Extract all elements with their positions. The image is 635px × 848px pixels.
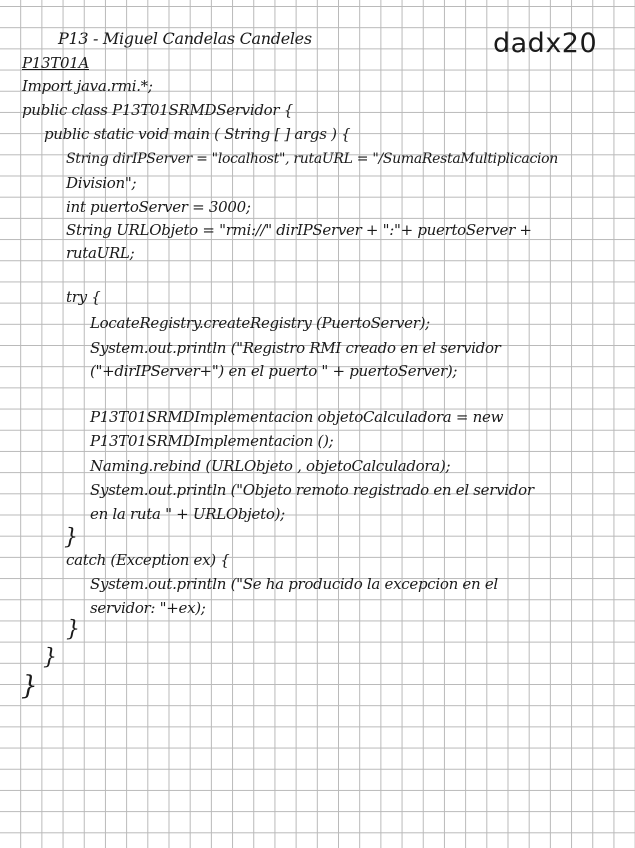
corner-tag: dadx20 [493,28,598,59]
code-line: Naming.rebind (URLObjeto , objetoCalculadora); [90,457,451,475]
code-line: public class P13T01SRMDServidor { [22,101,293,119]
code-line: String URLObjeto = "rmi://" dirIPServer + ":"+ puertoServer + [66,221,532,239]
code-line: LocateRegistry.createRegistry (PuertoServer); [90,314,430,332]
code-line: Division"; [66,174,137,192]
code-line: System.out.println ("Se ha producido la excepcion en el [90,575,498,593]
section-label: P13T01A [22,54,90,72]
closing-brace: } [21,671,38,701]
code-line: public static void main ( String [ ] args ) { [44,125,351,143]
code-line: Import java.rmi.*; [22,77,153,95]
code-line: ("+dirIPServer+") en el puerto " + puertoServer); [90,362,458,380]
code-line: String dirIPServer = "localhost", rutaURL = "/SumaRestaMultiplicacion [66,151,559,167]
closing-brace: } [66,617,80,642]
code-line: int puertoServer = 3000; [66,198,251,216]
header-title: P13 - Miguel Candelas Candeles [58,29,312,48]
code-line: rutaURL; [66,244,135,262]
code-line: try { [66,288,101,306]
code-line: catch (Exception ex) { [66,551,230,569]
code-line: servidor: "+ex); [90,599,206,617]
closing-brace: } [43,645,57,670]
code-line: P13T01SRMDImplementacion objetoCalculadora = new [90,408,504,426]
code-line: en la ruta " + URLObjeto); [90,505,285,523]
code-line: System.out.println ("Registro RMI creado en el servidor [90,339,501,357]
code-line: System.out.println ("Objeto remoto registrado en el servidor [90,481,534,499]
code-line: P13T01SRMDImplementacion (); [90,432,334,450]
closing-brace: } [64,525,78,550]
